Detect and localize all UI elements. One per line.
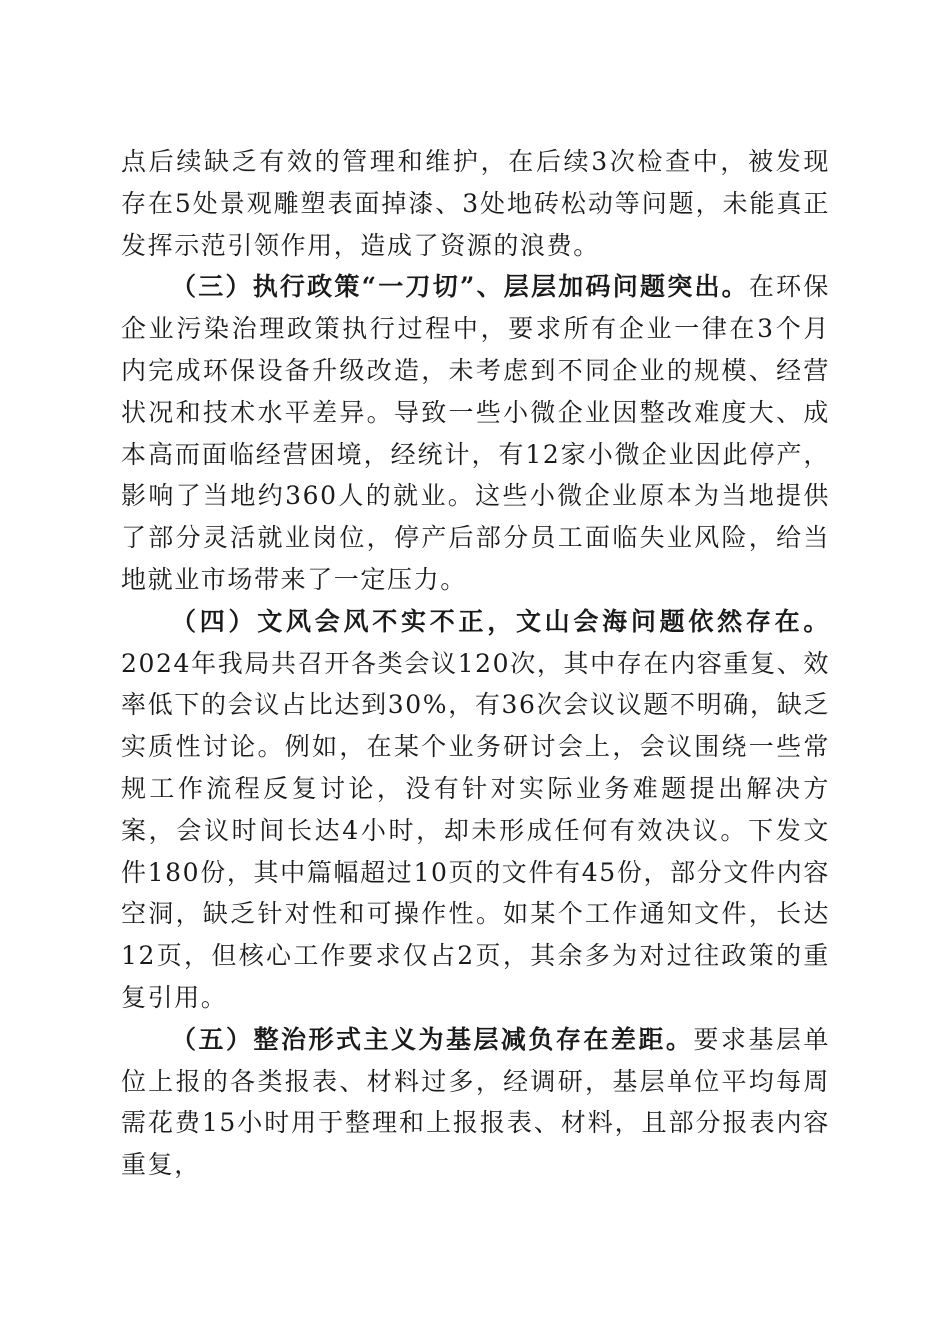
section-heading: （三）执行政策“一刀切”、层层加码问题突出。 [171,272,749,302]
paragraph-section-3 [121,266,830,600]
paragraph-section-5 [121,1019,830,1186]
paragraph-text: 2024年我局共召开各类会议120次，其中存在内容重复、效率低下的会议占比达到30%，有36次会议议题不明确，缺乏实质性讨论。例如，在某个业务研讨会上，会议围绕一些常规工作流程反复讨论，没有针对实际业务难题提出解决方案，会议时间长达4小时，却未形成任何有效决议。下发文件180份，其中篇幅超过10页的文件有45份，部分文件内容空洞，缺乏针对性和可操作性。如某个工作通知文件，长达12页，但核心工作要求仅占2页，其余多为对过往政策的重复引用。 [121,648,830,1012]
paragraph-text: 在环保企业污染治理政策执行过程中，要求所有企业一律在3个月内完成环保设备升级改造，未考虑到不同企业的规模、经营状况和技术水平差异。导致一些小微企业因整改难度大、成本高而面临经营困境，经统计，有12家小微企业因此停产，影响了当地约360人的就业。这些小微企业原本为当地提供了部分灵活就业岗位，停产后部分员工面临失业风险，给当地就业市场带来了一定压力。 [121,272,830,594]
paragraph-section-4 [121,601,830,1019]
section-heading: （四）文风会风不实不正，文山会海问题依然存在。 [171,606,830,636]
paragraph-text: 要求基层单位上报的各类报表、材料过多，经调研，基层单位平均每周需花费15小时用于整理和上报报表、材料，且部分报表内容重复， [121,1024,830,1180]
paragraph-continuation [121,141,830,266]
document-body [121,141,830,1186]
paragraph-text: 点后续缺乏有效的管理和维护，在后续3次检查中，被发现存在5处景观雕塑表面掉漆、3处地砖松动等问题，未能真正发挥示范引领作用，造成了资源的浪费。 [121,147,830,260]
section-heading: （五）整治形式主义为基层减负存在差距。 [171,1024,694,1054]
